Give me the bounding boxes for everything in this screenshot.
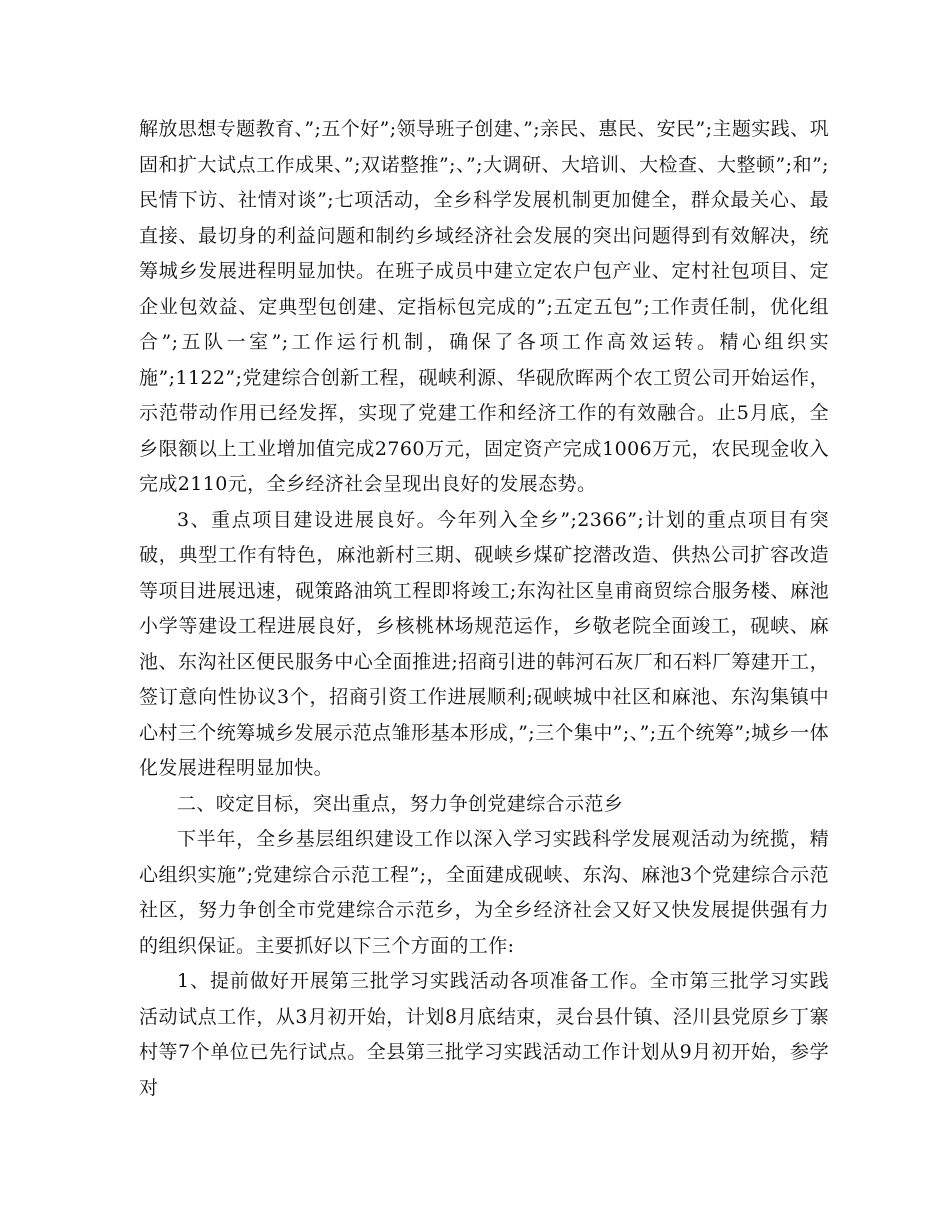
paragraph-4: 1、提前做好开展第三批学习实践活动各项准备工作。全市第三批学习实践活动试点工作，从3月初开始，计划8月底结束，灵台县什镇、泾川县党原乡丁寨村等7个单位已先行试点。全县第三批学习实践活动工作计划从9月初开始，参学对 (139, 970, 829, 1099)
paragraph-1: 解放思想专题教育、”;五个好”;领导班子创建、”;亲民、惠民、安民”;主题实践、巩固和扩大试点工作成果、”;双诺整推”;、”;大调研、大培训、大检查、大整顿”;和”;民情下访、社情对谈”;七项活动，全乡科学发展机制更加健全，群众最关心、最直接、最切身的利益问题和制约乡域经济社会发展的突出问题得到有效解决，统筹城乡发展进程明显加快。在班子成员中建立定农户包产业、定村社包项目、定企业包效益、定典型包创建、定指标包完成的”;五定五包”;工作责任制，优化组合”;五队一室”;工作运行机制，确保了各项工作高效运转。精心组织实施”;1122”;党建综合创新工程，砚峡利源、华砚欣晖两个农工贸公司开始运作，示范带动作用已经发挥，实现了党建工作和经济工作的有效融合。止5月底，全乡限额以上工业增加值完成2760万元，固定资产完成1006万元，农民现金收入完成2110元，全乡经济社会呈现出良好的发展态势。 (139, 118, 829, 495)
paragraph-3: 下半年，全乡基层组织建设工作以深入学习实践科学发展观活动为统揽，精心组织实施”;党建综合示范工程”;，全面建成砚峡、东沟、麻池3个党建综合示范社区，努力争创全市党建综合示范乡，为全乡经济社会又好又快发展提供强有力的组织保证。主要抓好以下三个方面的工作: (139, 828, 829, 957)
document-body (139, 112, 829, 1106)
paragraph-2: 3、重点项目建设进展良好。今年列入全乡”;2366”;计划的重点项目有突破，典型工作有特色，麻池新村三期、砚峡乡煤矿挖潜改造、供热公司扩容改造等项目进展迅速，砚策路油筑工程即将竣工;东沟社区皇甫商贸综合服务楼、麻池小学等建设工程进展良好，乡核桃林场规范运作，乡敬老院全面竣工，砚峡、麻池、东沟社区便民服务中心全面推进;招商引进的韩河石灰厂和石料厂筹建开工，签订意向性协议3个，招商引资工作进展顺利;砚峡城中社区和麻池、东沟集镇中心村三个统筹城乡发展示范点雏形基本形成，”;三个集中”;、”;五个统筹”;城乡一体化发展进程明显加快。 (139, 508, 829, 779)
section-heading: 二、咬定目标，突出重点，努力争创党建综合示范乡 (177, 792, 624, 815)
